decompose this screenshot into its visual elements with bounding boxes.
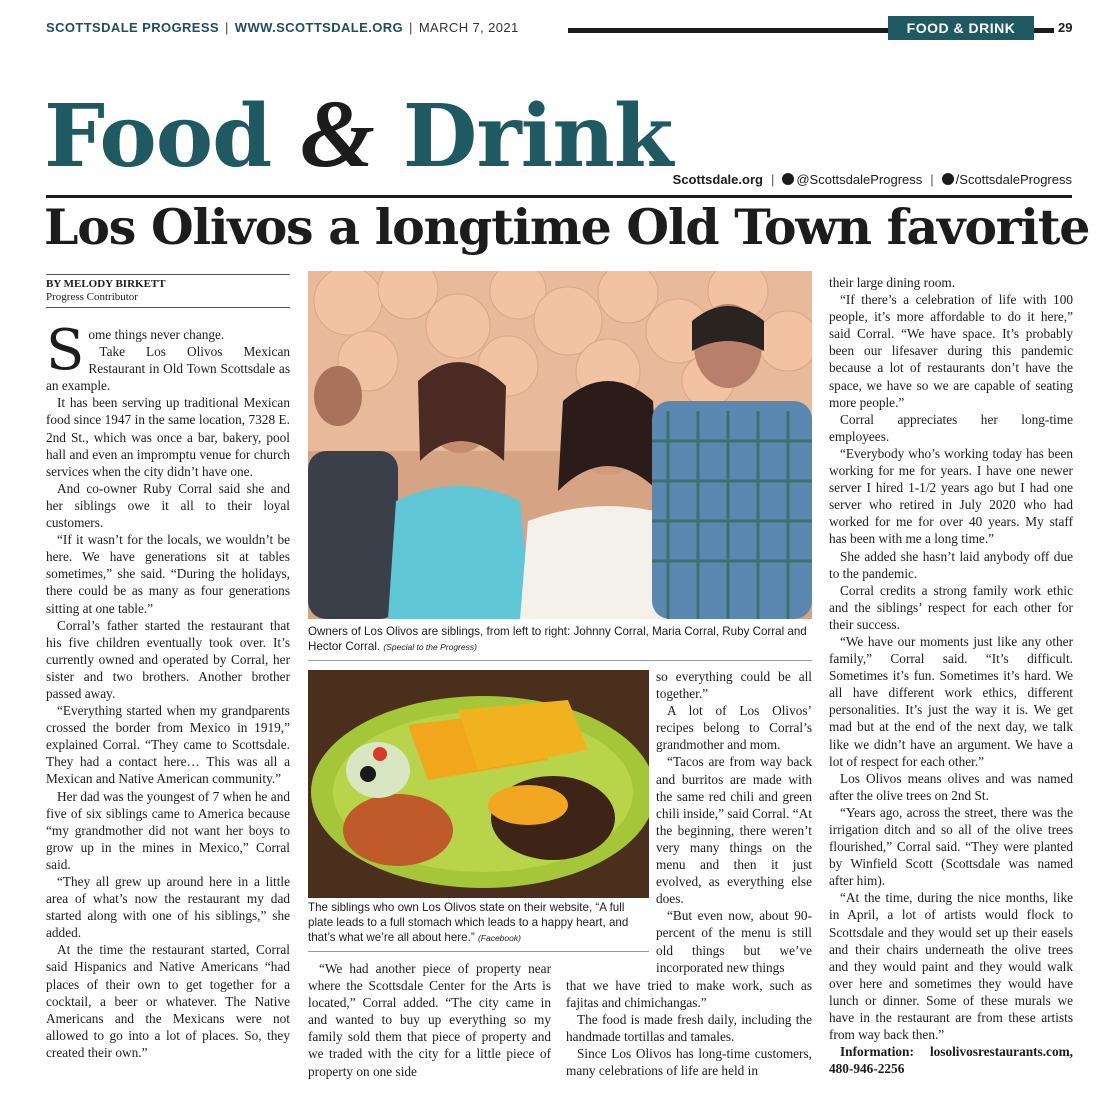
paragraph: “Tacos are from way back and burritos are made with the same red chili and green chili inside,” said Corral. “At the beginning, there weren’t very many things on the menu and then it just evolved, as everything else does. bbox=[656, 754, 812, 907]
masthead-word-drink: Drink bbox=[402, 86, 673, 187]
paragraph: Some things never change. bbox=[46, 318, 225, 383]
paragraph: “Everything started when my grandparents crossed the border from Mexico in 1919,” explained Corral. “They came to Scottsdale. They had a contact here… This was all a Mexican and Native American community.” bbox=[46, 703, 290, 787]
byline-title: Progress Contributor bbox=[46, 291, 138, 303]
header-rule bbox=[568, 28, 888, 33]
drop-cap: S bbox=[46, 318, 85, 383]
paragraph: Take Los Olivos Mexican Restaurant in Old Town Scottsdale as an example. bbox=[46, 344, 290, 394]
paragraph: “At the time, during the nice months, like in April, a lot of artists would flock to Scottsdale and they would set up their easels and their chairs underneath the olive trees and they would paint and they would walk over here and sometimes they would have lunch or dinner. Some of these murals we have in the restaurant are from these artists from way back then.” bbox=[829, 890, 1073, 1043]
paragraph: She added she hasn’t laid anybody off due to the pandemic. bbox=[829, 548, 1073, 581]
facebook-handle[interactable]: /ScottsdaleProgress bbox=[955, 172, 1072, 187]
siblings-photo-illustration bbox=[308, 271, 812, 619]
info-label: Information: bbox=[840, 1044, 914, 1060]
photo-caption-1 bbox=[308, 624, 812, 661]
article-column-3-top bbox=[656, 668, 812, 976]
caption-text: The siblings who own Los Olivos state on their website, “A full plate leads to a full stomach which leads to a happy heart, and that’s what we’re all about here.” bbox=[308, 901, 629, 944]
paragraph: Los Olivos means olives and was named after the olive trees on 2nd St. bbox=[829, 770, 1073, 803]
section-masthead bbox=[44, 78, 672, 188]
article-column-2 bbox=[308, 960, 551, 1080]
article-headline: Los Olivos a longtime Old Town favorite bbox=[44, 198, 1090, 256]
paragraph: At the time the restaurant started, Corral said Hispanics and Native Americans “had places of their own to get together for a cocktail, a beer or whatever. The Native Americans and the Mexicans were not allowed to go into a lot of places. So, they created their own.” bbox=[46, 942, 290, 1060]
paragraph: so everything could be all together.” bbox=[656, 669, 812, 702]
paragraph: A lot of Los Olivos’ recipes belong to Corral’s grandmother and mom. bbox=[656, 703, 812, 753]
paragraph: Corral appreciates her long-time employees. bbox=[829, 411, 1073, 444]
top-strip bbox=[46, 20, 1076, 40]
masthead-ampersand: & bbox=[300, 80, 374, 187]
publication-name: SCOTTSDALE PROGRESS bbox=[46, 20, 220, 35]
facebook-icon bbox=[942, 173, 954, 185]
paragraph: The food is made fresh daily, including the handmade tortillas and tamales. bbox=[566, 1012, 812, 1045]
paragraph: their large dining room. bbox=[829, 275, 956, 290]
photo-credit: (Facebook) bbox=[477, 933, 521, 943]
caption-text: Owners of Los Olivos are siblings, from left to right: Johnny Corral, Maria Corral, Ruby Corral and Hector Corral. bbox=[308, 625, 807, 653]
site-link[interactable]: Scottsdale.org bbox=[672, 172, 763, 187]
siblings-photo bbox=[308, 271, 812, 619]
issue-date: MARCH 7, 2021 bbox=[418, 20, 519, 35]
paragraph: “We had another piece of property near where the Scottsdale Center for the Arts is located,” Corral added. “The city came in and wanted to buy up everything so my family sold them that piece of property and we traded with the city for a little piece of property on one side bbox=[308, 961, 551, 1079]
article-column-1 bbox=[46, 318, 290, 1061]
paragraph: “If it wasn’t for the locals, we wouldn’t be here. We have generations sit at tables sometimes,” she said. “During the holidays, there could be as many as four generations sitting at one table.” bbox=[46, 532, 290, 616]
paragraph: And co-owner Ruby Corral said she and her siblings owe it all to their loyal customers. bbox=[46, 480, 290, 531]
paragraph: that we have tried to make work, such as fajitas and chimichangas.” bbox=[566, 978, 812, 1011]
website-link[interactable]: WWW.SCOTTSDALE.ORG bbox=[234, 20, 404, 35]
twitter-icon bbox=[782, 173, 794, 185]
masthead-word-food: Food bbox=[44, 86, 272, 187]
info-line bbox=[829, 1043, 1073, 1077]
twitter-handle[interactable]: @ScottsdaleProgress bbox=[796, 172, 923, 187]
info-contact[interactable]: losolivosrestaurants.com, 480-946-2256 bbox=[829, 1044, 1073, 1077]
paragraph: “Years ago, across the street, there was the irrigation ditch and so all of the olive trees flourished,” Corral said. “They were planted by Winfield Scott (Scottsdale was named after him). bbox=[829, 804, 1073, 889]
paragraph: Corral credits a strong family work ethic and the siblings’ respect for each other for their success. bbox=[829, 582, 1073, 632]
page-number: 29 bbox=[1058, 20, 1073, 35]
article-column-3-bottom bbox=[566, 977, 812, 1080]
paragraph: “They all grew up around here in a little area of what’s now the restaurant my dad started along with one of his siblings,” she added. bbox=[46, 874, 290, 941]
article-column-4 bbox=[829, 274, 1073, 1077]
photo-caption-2 bbox=[308, 900, 649, 952]
paragraph: “Everybody who’s working today has been working for me for years. I have one newer server I hired 1-1/2 years ago but I had one server who retired in July 2020 who had worked for me for over 40 years. My staff has been with me a long time.” bbox=[829, 445, 1073, 547]
paragraph: Since Los Olivos has long-time customers, many celebrations of life are held in bbox=[566, 1046, 812, 1079]
food-plate-illustration bbox=[308, 670, 649, 898]
byline-name: BY MELODY BIRKETT bbox=[46, 278, 166, 290]
paragraph: “We have our moments just like any other family,” Corral said. “It’s difficult. Sometimes it’s fun. Sometimes it’s hard. We all have different work ethics, different personalities. It’s just the way it is. We get mad but at the end of the next day, we talk like we didn’t have an argument. We have a lot of respect for each other.” bbox=[829, 633, 1073, 769]
section-label: FOOD & DRINK bbox=[888, 16, 1034, 40]
running-head: SCOTTSDALE PROGRESS | WWW.SCOTTSDALE.ORG | MARCH 7, 2021 bbox=[46, 20, 519, 35]
paragraph: “But even now, about 90-percent of the menu is still old things but we’ve incorporated new things bbox=[656, 908, 812, 975]
paragraph: It has been serving up traditional Mexican food since 1947 in the same location, 7328 E. 2nd St., which was once a bar, bakery, pool hall and even an impromptu venue for church services when the city didn’t have one. bbox=[46, 395, 290, 479]
paragraph: Corral’s father started the restaurant that his five children eventually took over. It’s currently owned and operated by Corral, her sister and two brothers. Another brother passed away. bbox=[46, 617, 290, 701]
byline bbox=[46, 274, 290, 308]
paragraph: Her dad was the youngest of 7 when he and five of six siblings came to America because “my grandmother did not want her boys to grow up in the mines in Mexico,” Corral said. bbox=[46, 788, 290, 872]
food-plate-photo bbox=[308, 670, 649, 898]
header-rule-right bbox=[1034, 28, 1054, 33]
photo-credit: (Special to the Progress) bbox=[383, 642, 477, 652]
paragraph: “If there’s a celebration of life with 100 people, it’s more affordable to do it here,” said Corral. “We have space. It’s probably been our lifesaver during this pandemic because a lot of restaurants don’t have the space, we have so we are capable of seating more people.” bbox=[829, 292, 1073, 410]
social-links: Scottsdale.org | @ScottsdaleProgress | /ScottsdaleProgress bbox=[672, 172, 1072, 187]
